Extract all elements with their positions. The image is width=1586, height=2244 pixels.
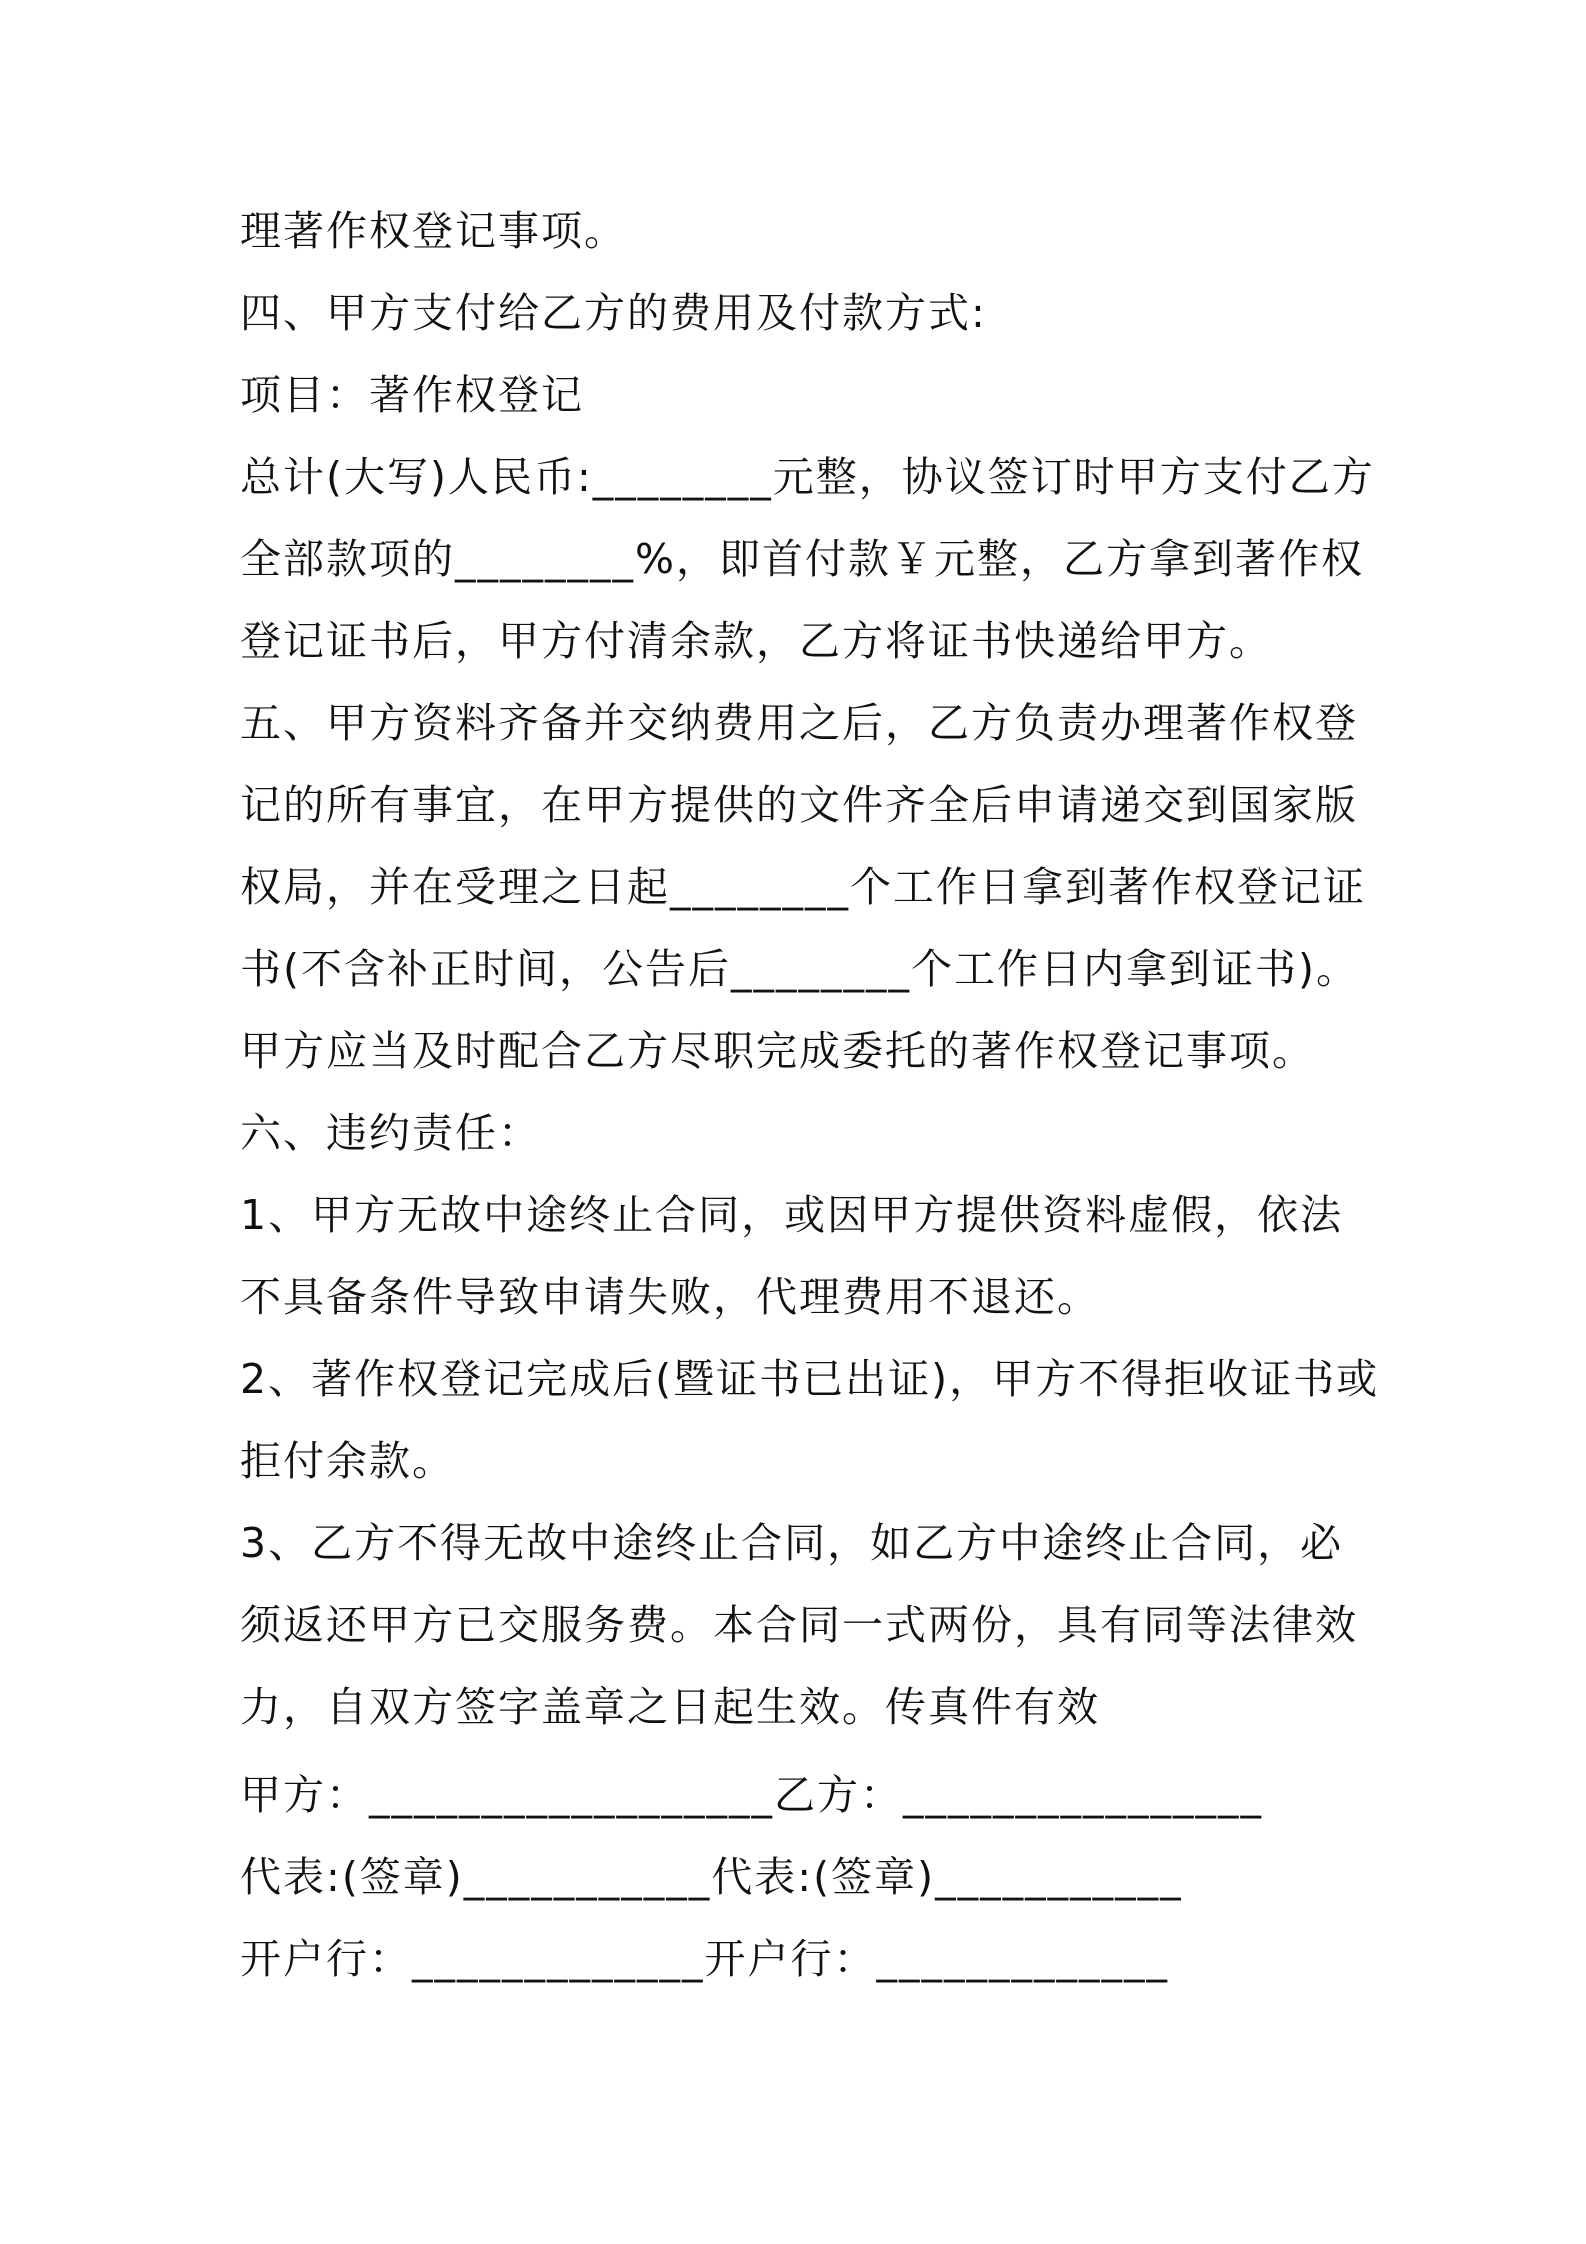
text-line: 须返还甲方已交服务费。本合同一式两份，具有同等法律效 — [240, 1601, 1358, 1649]
section-heading-payment: 四、甲方支付给乙方的费用及付款方式: — [240, 289, 987, 337]
signature-representative-line: 代表:(签章)___________代表:(签章)___________ — [240, 1853, 1183, 1901]
clause-2: 2、著作权登记完成后(暨证书已出证)，甲方不得拒收证书或 — [240, 1355, 1380, 1403]
text-line: 记的所有事宜，在甲方提供的文件齐全后申请递交到国家版 — [240, 781, 1358, 829]
text-line: 登记证书后，甲方付清余款，乙方将证书快递给甲方。 — [240, 617, 1272, 665]
document-page — [240, 190, 1380, 2000]
clause-1: 1、甲方无故中途终止合同，或因甲方提供资料虚假，依法 — [240, 1191, 1344, 1239]
text-line: 总计(大写)人民币:________元整，协议签订时甲方支付乙方 — [240, 453, 1375, 501]
text-line: 项目：著作权登记 — [240, 371, 584, 419]
clause-3: 3、乙方不得无故中途终止合同，如乙方中途终止合同，必 — [240, 1519, 1344, 1567]
signature-party-line: 甲方：__________________乙方：________________ — [240, 1771, 1263, 1819]
text-line: 不具备条件导致申请失败，代理费用不退还。 — [240, 1273, 1100, 1321]
section-heading-liability: 六、违约责任： — [240, 1109, 541, 1157]
section-heading-processing: 五、甲方资料齐备并交纳费用之后，乙方负责办理著作权登 — [240, 699, 1358, 747]
text-line: 权局，并在受理之日起________个工作日拿到著作权登记证 — [240, 863, 1366, 911]
text-line: 甲方应当及时配合乙方尽职完成委托的著作权登记事项。 — [240, 1027, 1315, 1075]
text-line: 全部款项的________%，即首付款￥元整，乙方拿到著作权 — [240, 535, 1364, 583]
text-line: 拒付余款。 — [240, 1437, 455, 1485]
text-line: 力，自双方签字盖章之日起生效。传真件有效 — [240, 1683, 1100, 1731]
text-line: 书(不含补正时间，公告后________个工作日内拿到证书)。 — [240, 945, 1359, 993]
text-line: 理著作权登记事项。 — [240, 207, 627, 255]
signature-bank-line: 开户行：_____________开户行：_____________ — [240, 1935, 1169, 1983]
